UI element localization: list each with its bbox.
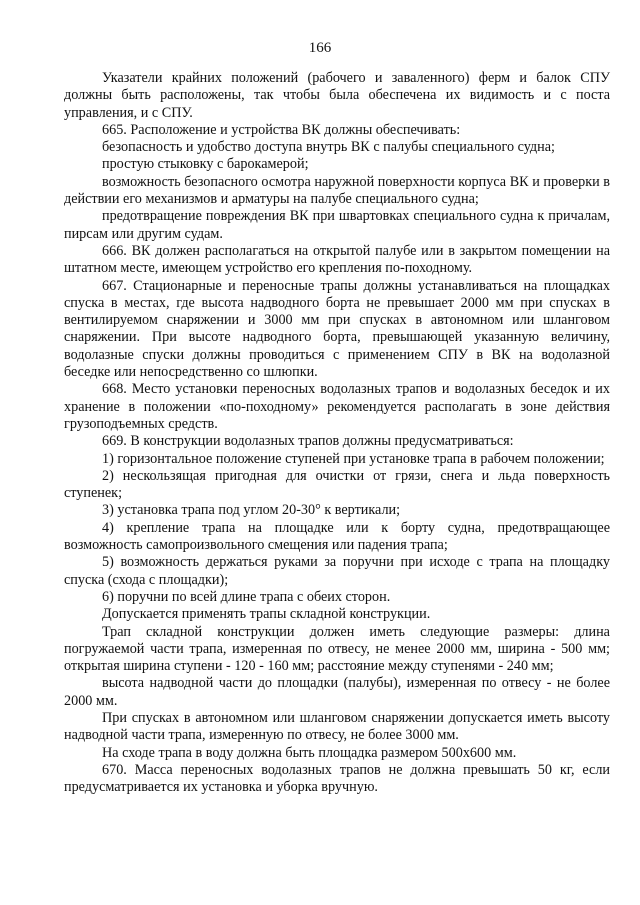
paragraph: Трап складной конструкции должен иметь следующие размеры: длина погружаемой части трапа, измеренная по отвесу, не менее 2000 мм, ширина - 500 мм; открытая ширина ступени - 120 - 160 мм; расстояние между ступенями - 240 мм; [64, 623, 610, 675]
paragraph: 667. Стационарные и переносные трапы должны устанавливаться на площадках спуска в местах, где высота надводного борта не превышает 2000 мм при спусках в вентилируемом снаряжении и 3000 мм при спусках в автономном или шланговом снаряжении. При высоте надводного борта, превышающей указанную величину, водолазные спуски должны проводиться с применением СПУ в ВК на водолазной беседке или непосредственно со шлюпки. [64, 277, 610, 381]
paragraph: 2) нескользящая пригодная для очистки от грязи, снега и льда поверхность ступенек; [64, 467, 610, 502]
paragraph: 3) установка трапа под углом 20-30° к вертикали; [102, 502, 401, 519]
paragraph: 669. В конструкции водолазных трапов должны предусматриваться: [102, 433, 514, 450]
paragraph: высота надводной части до площадки (палубы), измеренная по отвесу - не более 2000 мм. [64, 675, 610, 709]
paragraph: 4) крепление трапа на площадке или к борту судна, предотвращающее возможность самопроизвольного смещения или падения трапа; [64, 519, 610, 554]
paragraph: На сходе трапа в воду должна быть площадка размером 500х600 мм. [102, 744, 517, 761]
paragraph: простую стыковку с барокамерой; [102, 156, 309, 173]
paragraph: предотвращение повреждения ВК при швартовках специального судна к причалам, пирсам или другим судам. [64, 208, 610, 242]
document-body [64, 70, 610, 796]
page-number: 166 [308, 40, 332, 56]
paragraph: безопасность и удобство доступа внутрь ВК с палубы специального судна; [102, 139, 555, 156]
paragraph: При спусках в автономном или шланговом снаряжении допускается иметь высоту надводной части трапа, измеренную по отвесу, не более 3000 мм. [64, 709, 610, 744]
paragraph: Указатели крайних положений (рабочего и заваленного) ферм и балок СПУ должны быть расположены, так чтобы была обеспечена их видимость и с поста управления, и с СПУ. [64, 70, 610, 121]
paragraph: 668. Место установки переносных водолазных трапов и водолазных беседок и их хранение в положении «по-походному» рекомендуется располагать в зоне действия грузоподъемных средств. [64, 381, 610, 432]
paragraph: 1) горизонтальное положение ступеней при установке трапа в рабочем положении; [102, 450, 605, 467]
paragraph: 666. ВК должен располагаться на открытой палубе или в закрытом помещении на штатном месте, имеющем устройство его крепления по-походному. [64, 242, 610, 277]
paragraph: 6) поручни по всей длине трапа с обеих сторон. [102, 588, 391, 605]
paragraph: 5) возможность держаться руками за поручни при исходе с трапа на площадку спуска (схода с площадки); [64, 554, 610, 588]
paragraph: 670. Масса переносных водолазных трапов не должна превышать 50 кг, если предусматривается их установка и уборка вручную. [64, 761, 610, 796]
paragraph: Допускается применять трапы складной конструкции. [102, 606, 431, 623]
paragraph: возможность безопасного осмотра наружной поверхности корпуса ВК и проверки в действии его механизмов и арматуры на палубе специального судна; [64, 173, 610, 208]
paragraph: 665. Расположение и устройства ВК должны обеспечивать: [102, 121, 461, 138]
